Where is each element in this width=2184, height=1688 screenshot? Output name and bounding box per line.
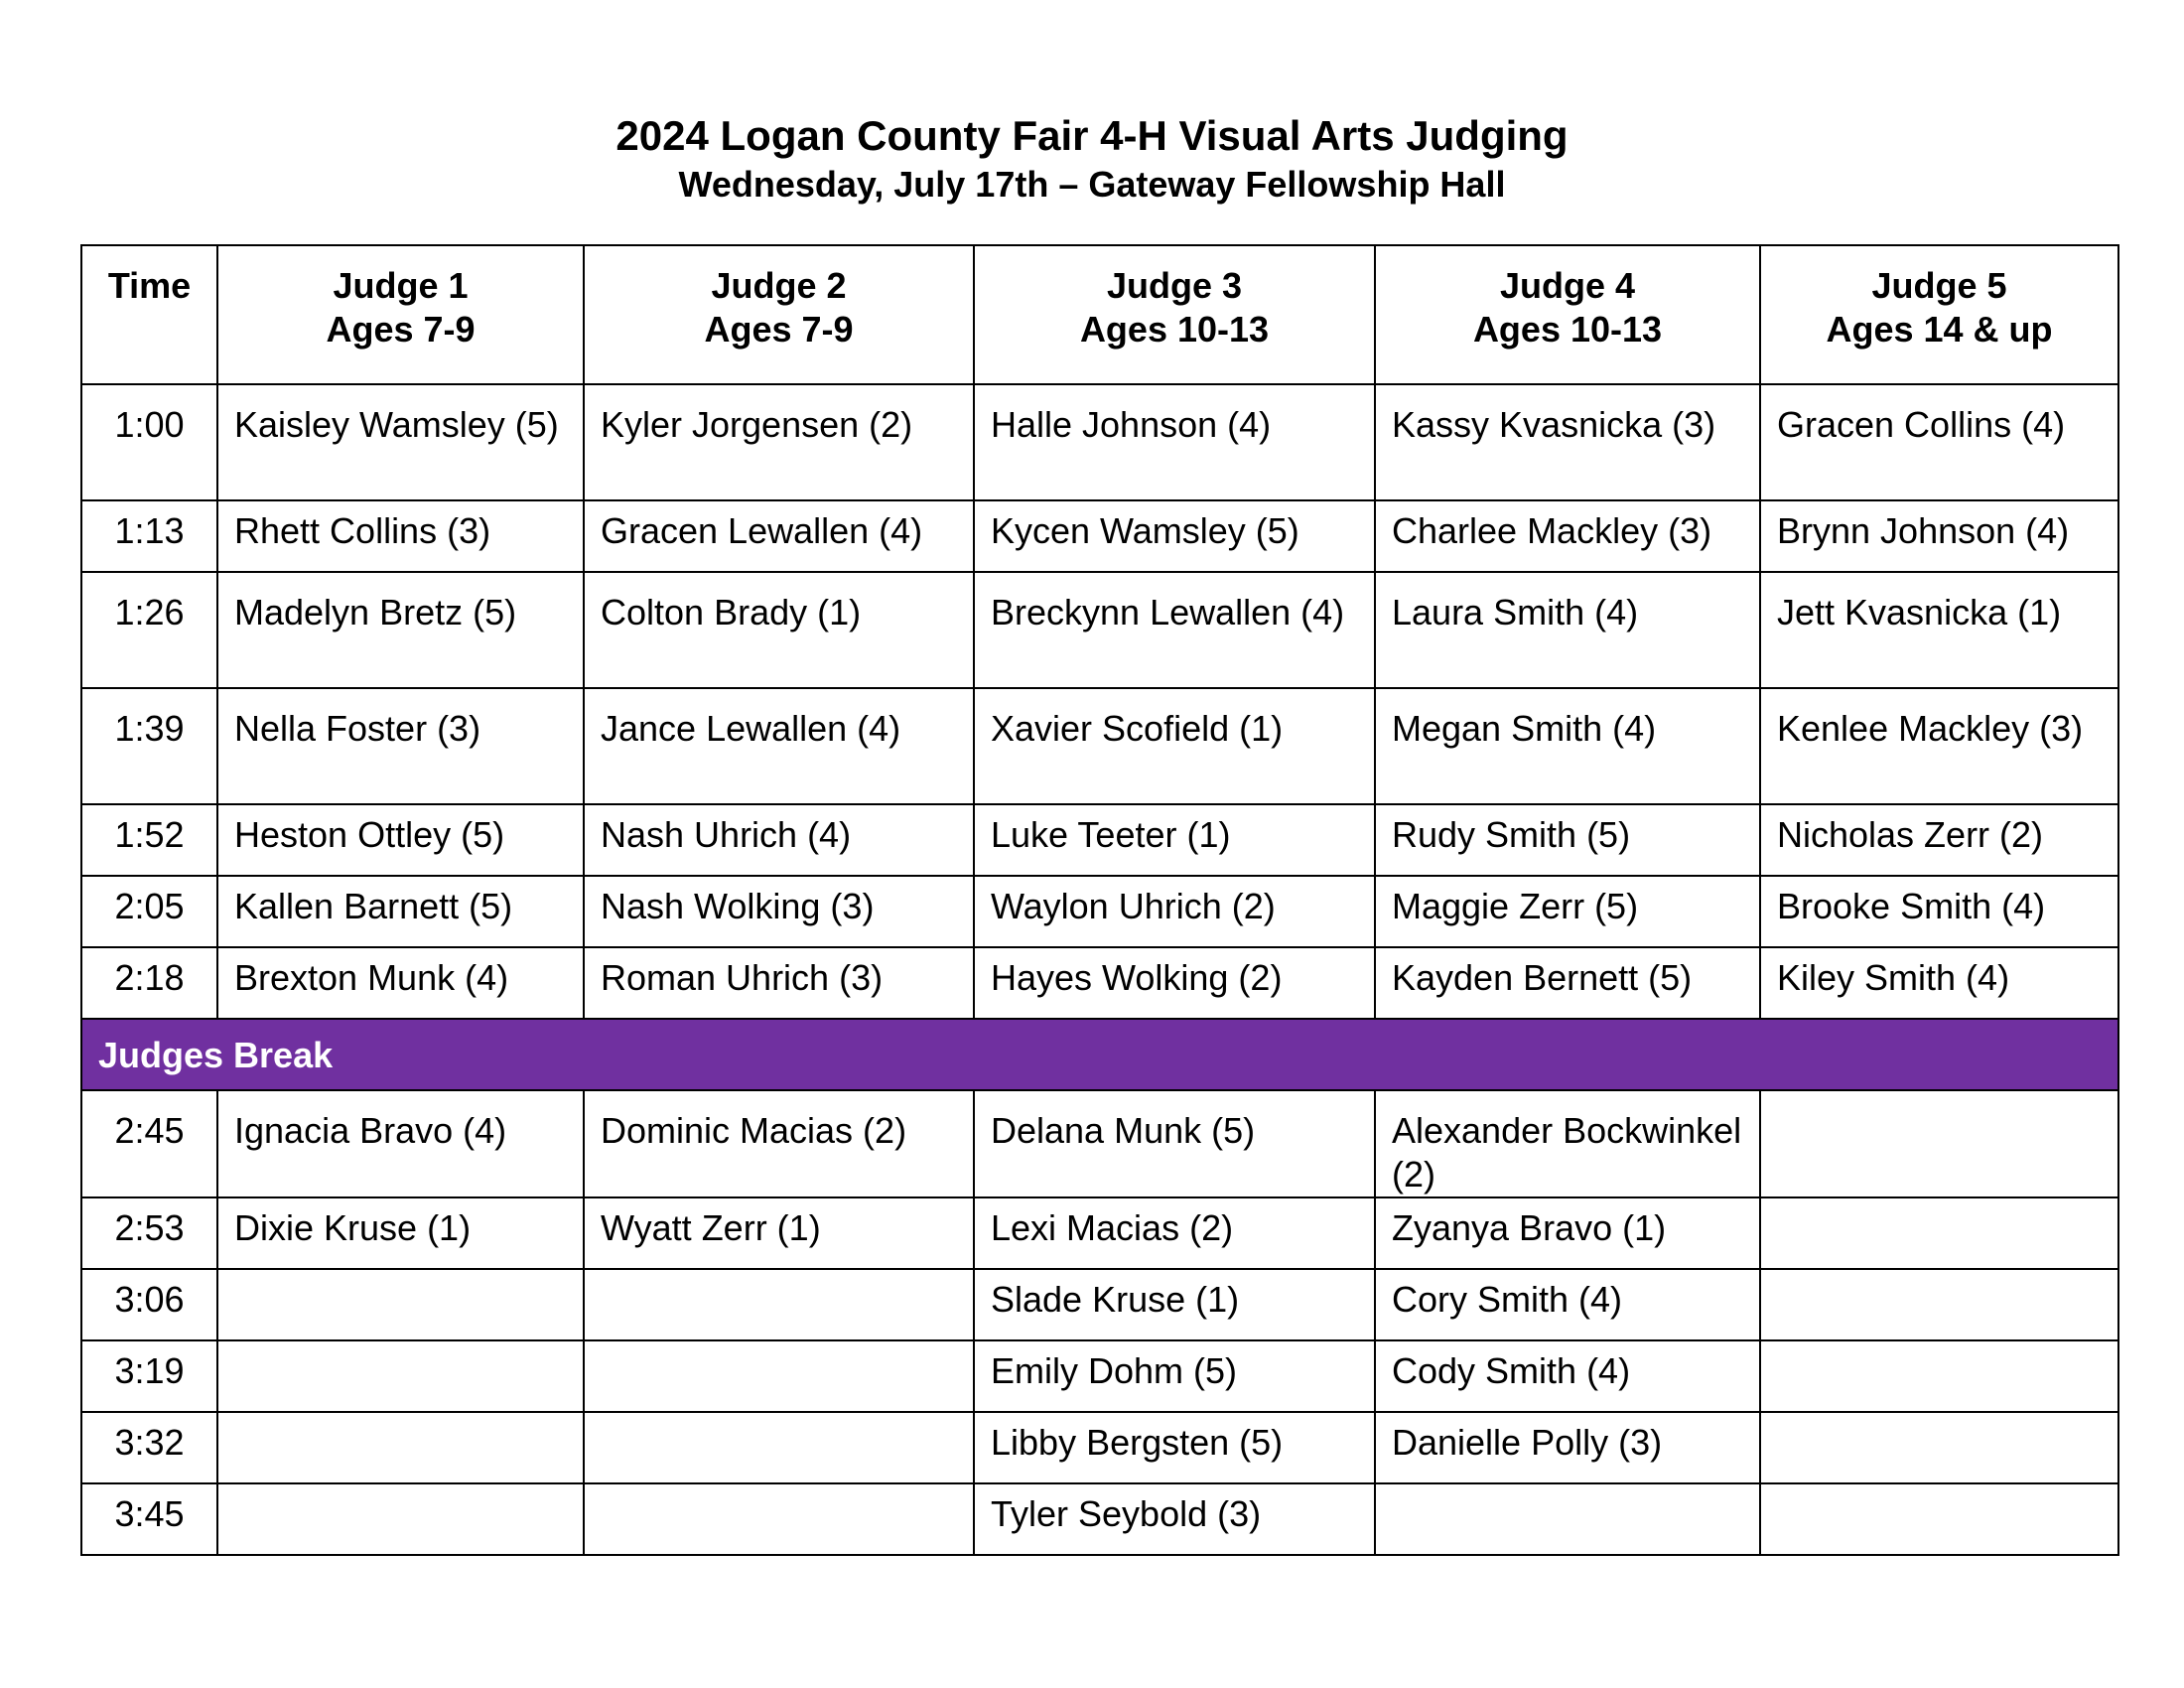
entry-cell: Gracen Lewallen (4) xyxy=(584,500,974,572)
entry-cell xyxy=(584,1340,974,1412)
age-group: Ages 10-13 xyxy=(1472,309,1663,350)
judge-name: Judge 3 xyxy=(1106,265,1243,306)
entry-cell xyxy=(1760,1412,2118,1483)
entry-cell xyxy=(584,1483,974,1555)
age-group: Ages 7-9 xyxy=(704,309,854,350)
judge-2-header xyxy=(584,245,974,384)
entry-cell: Rhett Collins (3) xyxy=(217,500,584,572)
entry-cell: Alexander Bockwinkel (2) xyxy=(1375,1090,1760,1197)
judge-3-header xyxy=(974,245,1375,384)
entry-cell xyxy=(1760,1340,2118,1412)
judge-name: Judge 4 xyxy=(1499,265,1636,306)
time-cell: 1:26 xyxy=(81,572,217,688)
entry-cell: Zyanya Bravo (1) xyxy=(1375,1197,1760,1269)
age-group: Ages 7-9 xyxy=(326,309,476,350)
entry-cell: Ignacia Bravo (4) xyxy=(217,1090,584,1197)
entry-cell: Kallen Barnett (5) xyxy=(217,876,584,947)
judges-break-label: Judges Break xyxy=(81,1019,2118,1090)
table-row xyxy=(81,1269,2118,1340)
entry-cell: Danielle Polly (3) xyxy=(1375,1412,1760,1483)
table-row xyxy=(81,1340,2118,1412)
entry-cell: Heston Ottley (5) xyxy=(217,804,584,876)
age-group: Ages 14 & up xyxy=(1826,309,2053,350)
time-cell: 2:05 xyxy=(81,876,217,947)
entry-cell: Brooke Smith (4) xyxy=(1760,876,2118,947)
entry-cell: Cory Smith (4) xyxy=(1375,1269,1760,1340)
entry-cell: Kiley Smith (4) xyxy=(1760,947,2118,1019)
entry-cell: Emily Dohm (5) xyxy=(974,1340,1375,1412)
entry-cell: Kycen Wamsley (5) xyxy=(974,500,1375,572)
table-row xyxy=(81,1197,2118,1269)
table-row xyxy=(81,688,2118,804)
entry-cell xyxy=(1760,1269,2118,1340)
table-row xyxy=(81,804,2118,876)
time-cell: 2:18 xyxy=(81,947,217,1019)
judge-name: Judge 1 xyxy=(333,265,469,306)
entry-cell: Kyler Jorgensen (2) xyxy=(584,384,974,500)
time-cell: 3:19 xyxy=(81,1340,217,1412)
entry-cell: Brynn Johnson (4) xyxy=(1760,500,2118,572)
time-cell: 3:06 xyxy=(81,1269,217,1340)
entry-cell: Jance Lewallen (4) xyxy=(584,688,974,804)
time-header: Time xyxy=(81,245,217,384)
table-row xyxy=(81,384,2118,500)
entry-cell xyxy=(584,1269,974,1340)
entry-cell: Dominic Macias (2) xyxy=(584,1090,974,1197)
age-group: Ages 10-13 xyxy=(1079,309,1270,350)
entry-cell: Luke Teeter (1) xyxy=(974,804,1375,876)
entry-cell: Colton Brady (1) xyxy=(584,572,974,688)
entry-cell: Nicholas Zerr (2) xyxy=(1760,804,2118,876)
time-cell: 1:00 xyxy=(81,384,217,500)
judge-5-header xyxy=(1760,245,2118,384)
time-cell: 1:13 xyxy=(81,500,217,572)
entry-cell: Xavier Scofield (1) xyxy=(974,688,1375,804)
table-row xyxy=(81,947,2118,1019)
time-cell: 1:39 xyxy=(81,688,217,804)
entry-cell: Rudy Smith (5) xyxy=(1375,804,1760,876)
entry-cell: Roman Uhrich (3) xyxy=(584,947,974,1019)
table-row xyxy=(81,572,2118,688)
judging-schedule-table xyxy=(80,244,2119,1556)
judge-4-header xyxy=(1375,245,1760,384)
entry-cell xyxy=(217,1412,584,1483)
entry-cell: Nash Uhrich (4) xyxy=(584,804,974,876)
entry-cell: Kaisley Wamsley (5) xyxy=(217,384,584,500)
entry-cell: Laura Smith (4) xyxy=(1375,572,1760,688)
entry-cell: Wyatt Zerr (1) xyxy=(584,1197,974,1269)
entry-cell: Cody Smith (4) xyxy=(1375,1340,1760,1412)
judges-break-row xyxy=(81,1019,2118,1090)
entry-cell: Jett Kvasnicka (1) xyxy=(1760,572,2118,688)
table-row xyxy=(81,1483,2118,1555)
page-title: 2024 Logan County Fair 4-H Visual Arts Judging xyxy=(615,112,1569,159)
page-subtitle: Wednesday, July 17th – Gateway Fellowship Hall xyxy=(678,164,1506,205)
entry-cell: Nella Foster (3) xyxy=(217,688,584,804)
table-row xyxy=(81,1090,2118,1197)
entry-cell xyxy=(1760,1483,2118,1555)
entry-cell: Charlee Mackley (3) xyxy=(1375,500,1760,572)
table-row xyxy=(81,500,2118,572)
entry-cell: Kassy Kvasnicka (3) xyxy=(1375,384,1760,500)
table-row xyxy=(81,1412,2118,1483)
time-cell: 3:32 xyxy=(81,1412,217,1483)
entry-cell: Megan Smith (4) xyxy=(1375,688,1760,804)
entry-cell: Halle Johnson (4) xyxy=(974,384,1375,500)
entry-cell: Kayden Bernett (5) xyxy=(1375,947,1760,1019)
entry-cell: Dixie Kruse (1) xyxy=(217,1197,584,1269)
header-row xyxy=(81,245,2118,384)
entry-cell xyxy=(217,1340,584,1412)
entry-cell: Lexi Macias (2) xyxy=(974,1197,1375,1269)
entry-cell: Slade Kruse (1) xyxy=(974,1269,1375,1340)
entry-cell: Breckynn Lewallen (4) xyxy=(974,572,1375,688)
entry-cell xyxy=(1375,1483,1760,1555)
entry-cell: Maggie Zerr (5) xyxy=(1375,876,1760,947)
entry-cell: Delana Munk (5) xyxy=(974,1090,1375,1197)
judge-name: Judge 5 xyxy=(1871,265,2007,306)
time-cell: 2:53 xyxy=(81,1197,217,1269)
entry-cell: Gracen Collins (4) xyxy=(1760,384,2118,500)
time-cell: 2:45 xyxy=(81,1090,217,1197)
entry-cell xyxy=(217,1269,584,1340)
entry-cell: Brexton Munk (4) xyxy=(217,947,584,1019)
entry-cell: Waylon Uhrich (2) xyxy=(974,876,1375,947)
time-cell: 1:52 xyxy=(81,804,217,876)
entry-cell: Nash Wolking (3) xyxy=(584,876,974,947)
entry-cell xyxy=(1760,1197,2118,1269)
entry-cell xyxy=(217,1483,584,1555)
entry-cell xyxy=(584,1412,974,1483)
time-cell: 3:45 xyxy=(81,1483,217,1555)
entry-cell: Hayes Wolking (2) xyxy=(974,947,1375,1019)
entry-cell: Libby Bergsten (5) xyxy=(974,1412,1375,1483)
entry-cell: Madelyn Bretz (5) xyxy=(217,572,584,688)
table-row xyxy=(81,876,2118,947)
entry-cell xyxy=(1760,1090,2118,1197)
judge-name: Judge 2 xyxy=(711,265,847,306)
entry-cell: Tyler Seybold (3) xyxy=(974,1483,1375,1555)
judge-1-header xyxy=(217,245,584,384)
entry-cell: Kenlee Mackley (3) xyxy=(1760,688,2118,804)
